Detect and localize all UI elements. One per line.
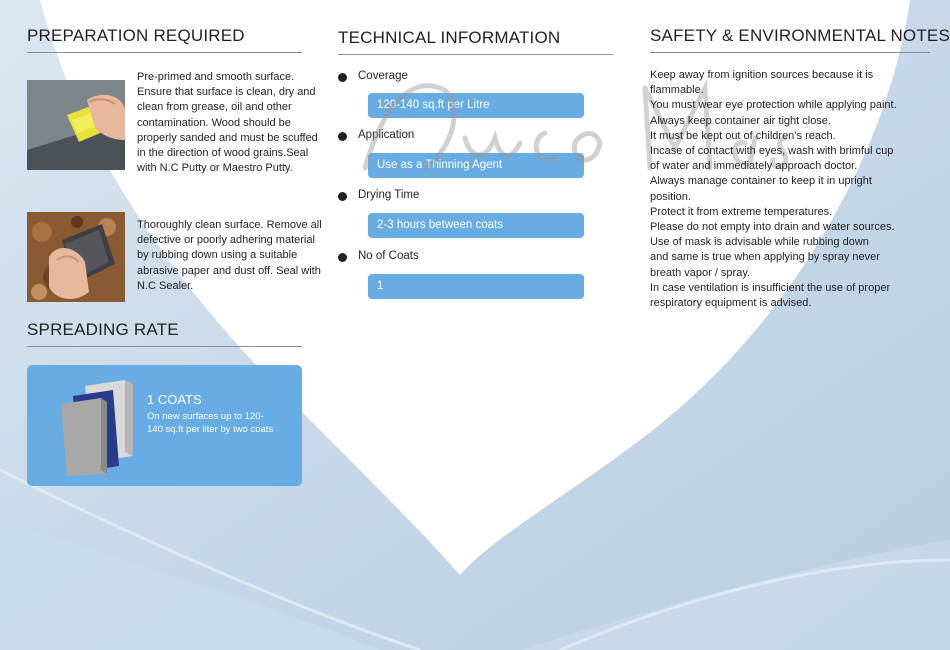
- safety-heading: SAFETY & ENVIRONMENTAL NOTES: [650, 26, 930, 53]
- sanding-rust-image: [27, 212, 125, 302]
- coat-layers-icon: [57, 378, 137, 476]
- preparation-item: [27, 212, 322, 312]
- tech-value: Use as a Thinning Agent: [368, 153, 584, 178]
- safety-line: Always manage container to keep it in upright: [650, 175, 872, 188]
- safety-line: In case ventilation is insufficient the use of proper: [650, 281, 891, 294]
- tech-label: Application: [358, 129, 415, 141]
- safety-line: and same is true when applying by spray never: [650, 251, 880, 264]
- safety-line: Keep away from ignition sources because it is: [650, 69, 874, 81]
- tech-label: Drying Time: [358, 189, 420, 201]
- spreading-section: [27, 320, 302, 347]
- bullet-icon: [338, 253, 347, 262]
- preparation-section: [27, 26, 302, 53]
- tech-value: 120-140 sq.ft per Litre: [368, 93, 584, 118]
- preparation-text: Pre-primed and smooth surface. Ensure that surface is clean, dry and clean from grease, oil and other contamination. Wood should be properly sanded and must be scuffed in the direction of wood grains.Seal with N.C Putty or Maestro Putty.: [137, 71, 318, 175]
- technical-section: [338, 28, 613, 55]
- safety-line: It must be kept out of children’s reach.: [650, 129, 836, 142]
- preparation-heading: PREPARATION REQUIRED: [27, 26, 302, 53]
- safety-line: You must wear eye protection while applying paint.: [650, 99, 897, 112]
- safety-line: respiratory equipment is advised.: [650, 297, 812, 310]
- preparation-text: Thoroughly clean surface. Remove all defective or poorly adhering material by rubbing down using a suitable abrasive paper and dust off. Seal with N.C Sealer.: [137, 219, 322, 292]
- tech-label: Coverage: [358, 70, 408, 82]
- safety-line: Always keep container air tight close.: [650, 114, 831, 127]
- safety-notes: [650, 68, 940, 311]
- safety-line: Protect it from extreme temperatures.: [650, 205, 833, 218]
- coats-description: On new surfaces up to 120-140 sq.ft per liter by two coats: [147, 411, 274, 435]
- safety-line: flammable.: [650, 84, 704, 97]
- spreading-heading: SPREADING RATE: [27, 320, 302, 347]
- safety-line: Use of mask is advisable while rubbing down: [650, 236, 869, 249]
- safety-line: of water and immediately approach doctor.: [650, 160, 858, 173]
- tech-item-no-of-coats: [338, 250, 598, 306]
- spreading-rate-card: [27, 365, 302, 486]
- sponge-wiping-image: [27, 80, 125, 170]
- safety-section: [650, 26, 950, 53]
- safety-line: Please do not empty into drain and water sources.: [650, 221, 895, 234]
- preparation-item: [27, 70, 317, 200]
- safety-line: breath vapor / spray.: [650, 266, 751, 279]
- safety-line: Incase of contact with eyes, wash with brimful cup: [650, 145, 894, 158]
- coats-title: 1 COATS: [147, 392, 202, 407]
- safety-line: position.: [650, 190, 691, 203]
- tech-label: No of Coats: [358, 250, 419, 262]
- tech-value: 2-3 hours between coats: [368, 213, 584, 238]
- tech-value: 1: [368, 274, 584, 299]
- technical-heading: TECHNICAL INFORMATION: [338, 28, 613, 55]
